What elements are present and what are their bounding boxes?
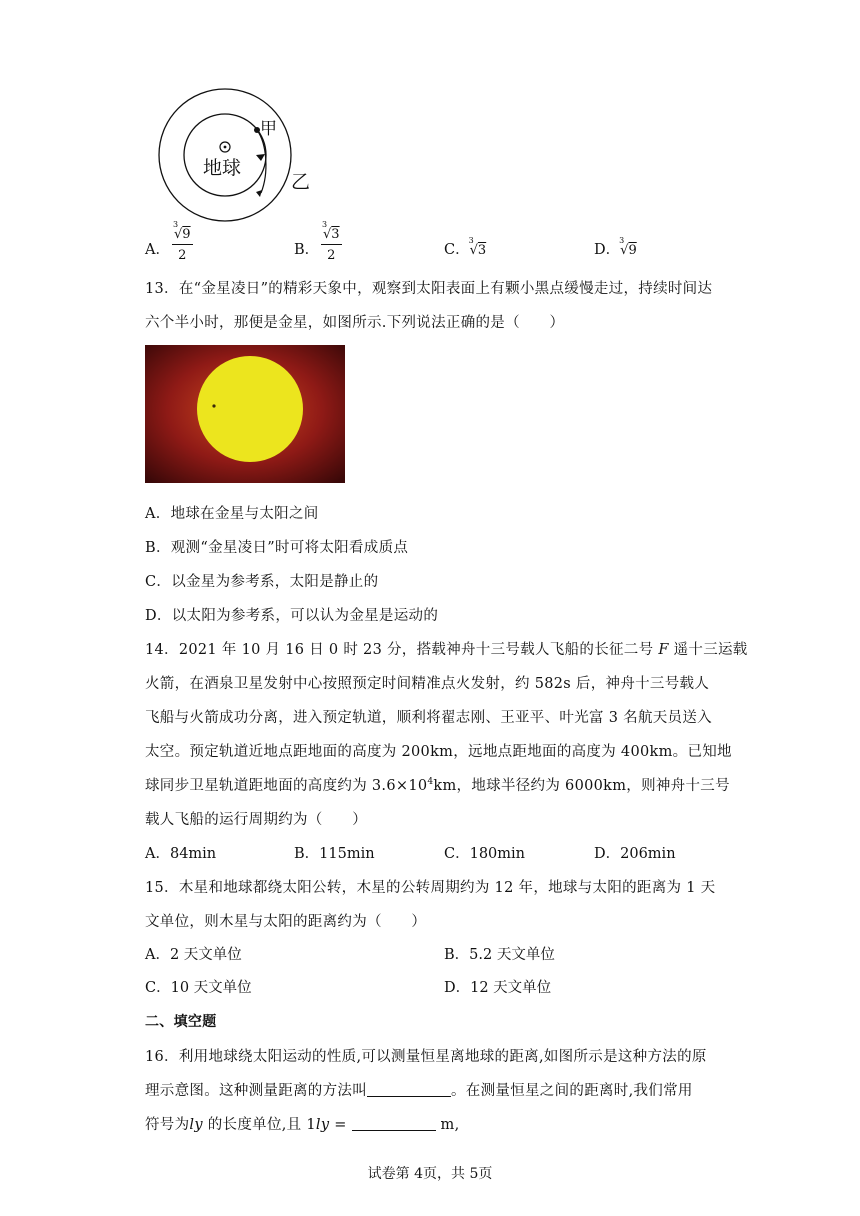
q14-line-3: 飞船与火箭成功分离，进入预定轨道，顺利将翟志刚、王亚平、叶光富 3 名航天员送入 — [145, 710, 712, 726]
q13-option-c: C．以金星为参考系，太阳是静止的 — [145, 574, 379, 590]
q12-option-d: D． 3 √9 — [594, 236, 637, 258]
inner-orbit — [184, 114, 266, 196]
q16-line-1: 16．利用地球绕太阳运动的性质,可以测量恒星离地球的距离,如图所示是这种方法的原 — [145, 1049, 707, 1065]
q14-line-6: 载人飞船的运行周期约为（ ） — [145, 812, 367, 828]
label-jia: 甲 — [260, 119, 277, 139]
section-heading: 二、填空题 — [145, 1014, 217, 1030]
sun-disc — [197, 356, 303, 462]
q15-option-c: C．10 天文单位 — [145, 980, 252, 996]
q16-blank-2[interactable] — [352, 1116, 436, 1131]
transfer-orbit — [257, 130, 266, 193]
venus-transit-photo — [145, 345, 345, 483]
q13-option-b: B．观测“金星凌日”时可将太阳看成质点 — [145, 540, 409, 556]
q14-option-c: C．180min — [444, 846, 525, 862]
q12-option-b-letter: B． — [294, 242, 320, 258]
q14-line-2: 火箭，在酒泉卫星发射中心按照预定时间精准点火发射，约 582s 后，神舟十三号载人 — [145, 676, 710, 692]
arrow-icon-outer — [256, 190, 262, 197]
q14-option-a: A．84min — [145, 846, 217, 862]
q13-line-2: 六个半小时，那便是金星，如图所示.下列说法正确的是（ ） — [145, 315, 565, 331]
q15-option-a: A．2 天文单位 — [145, 947, 242, 963]
page-footer: 试卷第 4页，共 5页 — [367, 1166, 493, 1182]
q14-option-b: B．115min — [294, 846, 375, 862]
q14-line-4: 太空。预定轨道近地点距地面的高度为 200km，远地点距地面的高度为 400km。已知地 — [145, 744, 732, 760]
earth-center-dot — [224, 146, 227, 149]
q12-option-b-value: 3 √3 2 — [322, 220, 340, 263]
q15-line-1: 15．木星和地球都绕太阳公转，木星的公转周期约为 12 年，地球与太阳的距离为 1 天 — [145, 880, 716, 896]
q14-option-d: D．206min — [594, 846, 676, 862]
q12-option-a-letter: A． — [145, 242, 170, 258]
q14-line-5: 球同步卫星轨道距地面的高度约为 $3.6\times 10^4km$，地球半径约为 6000km，则神舟十三号 — [145, 777, 730, 794]
label-earth: 地球 — [203, 157, 242, 179]
q15-option-b: B．5.2 天文单位 — [444, 947, 555, 963]
venus-dot — [212, 404, 215, 407]
q15-line-2: 文单位，则木星与太阳的距离约为（ ） — [145, 914, 427, 930]
label-yi: 乙 — [291, 171, 311, 193]
orbit-diagram — [150, 80, 330, 230]
arrow-icon — [256, 154, 265, 161]
q13-option-a: A．地球在金星与太阳之间 — [145, 506, 319, 522]
q16-line-2: 理示意图。这种测量距离的方法叫 。在测量恒星之间的距离时,我们常用 — [145, 1083, 693, 1099]
q13-line-1: 13．在“金星凌日”的精彩天象中，观察到太阳表面上有颗小黑点缓慢走过，持续时间达 — [145, 281, 713, 297]
outer-orbit — [159, 89, 291, 221]
q12-option-a-value: 3 √9 2 — [173, 220, 191, 263]
q15-option-d: D．12 天文单位 — [444, 980, 552, 996]
q16-line-3: 符号为ly 的长度单位,且 1ly = m, — [145, 1117, 460, 1133]
q13-option-d: D．以太阳为参考系，可以认为金星是运动的 — [145, 608, 439, 624]
q16-blank-1[interactable] — [367, 1082, 451, 1097]
q14-line-1: 14．2021 年 10 月 16 日 0 时 23 分，搭载神舟十三号载人飞船的长征二号 F 遥十三运载 — [145, 642, 748, 658]
q12-option-c: C． 3 √3 — [444, 236, 487, 258]
